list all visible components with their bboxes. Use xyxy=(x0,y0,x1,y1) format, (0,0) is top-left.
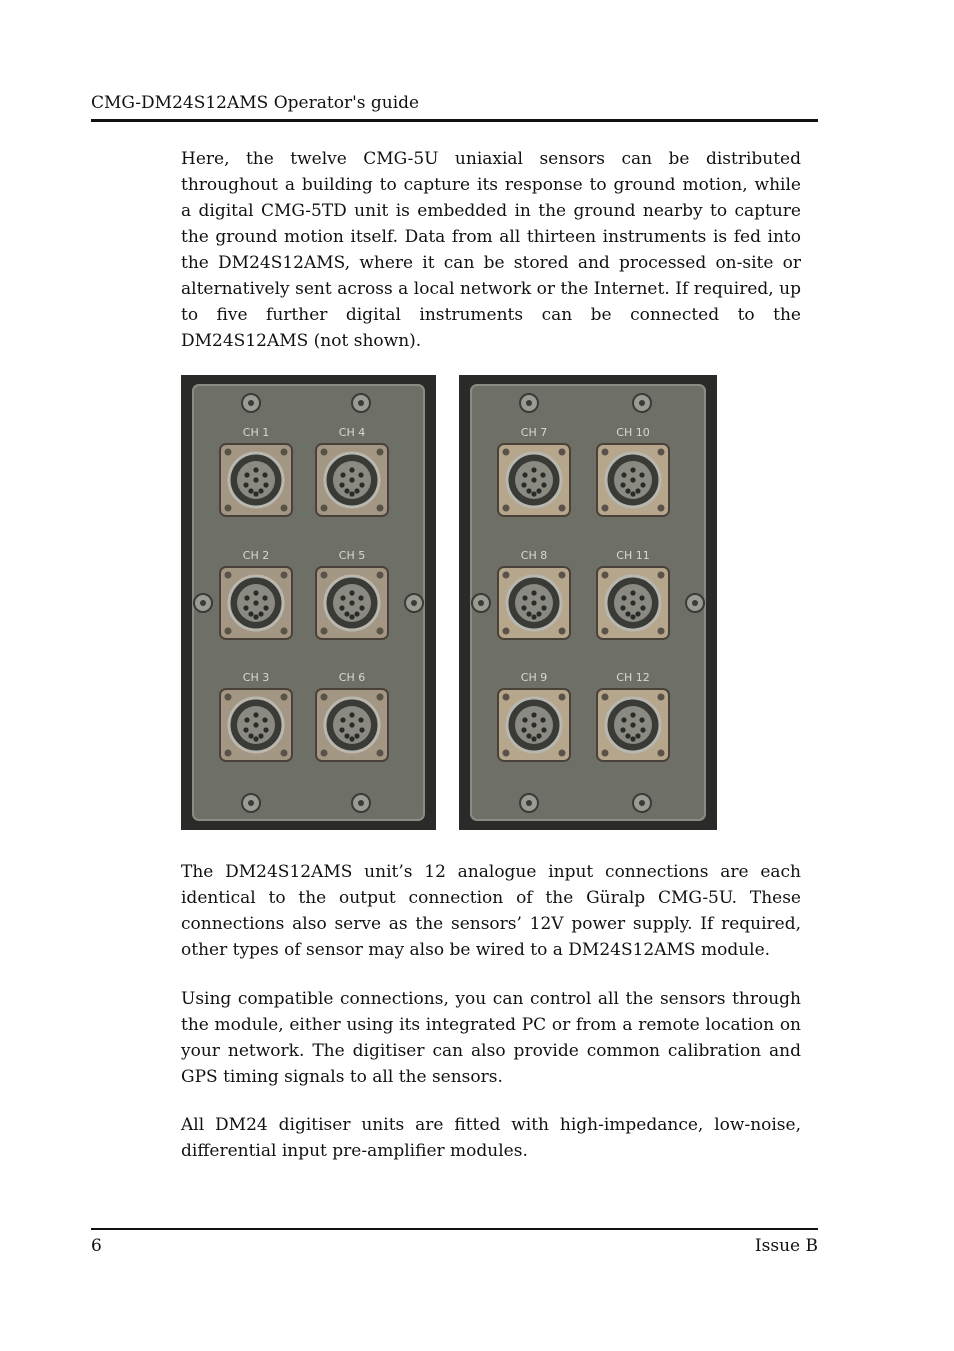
issue-label: Issue B xyxy=(754,1236,818,1256)
connector-pin xyxy=(625,733,630,738)
connector-pin xyxy=(344,611,349,616)
flange-bolt xyxy=(225,449,232,456)
channel-label: CH 1 xyxy=(242,426,270,439)
connector-pin xyxy=(536,611,541,616)
connector-pin xyxy=(531,722,536,727)
intro-paragraph: Here, the twelve CMG-5U uniaxial sensors can be distributed throughout a building to capture its response to ground motion, while a digital CMG-5TD unit is embedded in the ground nearby to capture the ground motion itself. Data from all thirteen instruments is fed into the DM24S12AMS, where it can be stored and processed on-site or alternatively sent across a local network or the Internet. If required, up to five further digital instruments can be connected to the DM24S12AMS (not shown). xyxy=(181,149,801,351)
connector-pin xyxy=(640,727,645,732)
connector-pin xyxy=(349,491,354,496)
flange-bolt xyxy=(377,572,384,579)
connector-pin xyxy=(621,595,626,600)
connector-pin xyxy=(340,472,345,477)
connector-pin xyxy=(521,727,526,732)
flange-bolt xyxy=(602,572,609,579)
connector-pin xyxy=(248,733,253,738)
connector-pin xyxy=(262,717,267,722)
flange-bolt xyxy=(503,505,510,512)
connector-pin xyxy=(635,733,640,738)
screw-head xyxy=(248,400,254,406)
connector-pin xyxy=(253,614,258,619)
connector-pin xyxy=(531,467,536,472)
flange-bolt xyxy=(559,750,566,757)
connector-pin xyxy=(359,482,364,487)
flange-bolt xyxy=(225,628,232,635)
connector-pin xyxy=(258,488,263,493)
flange-bolt xyxy=(559,572,566,579)
connector-pin xyxy=(620,482,625,487)
flange-bolt xyxy=(559,628,566,635)
connector-pin xyxy=(349,467,354,472)
flange-bolt xyxy=(321,628,328,635)
flange-bolt xyxy=(559,694,566,701)
channel-label: CH 12 xyxy=(616,671,650,684)
connector-pin xyxy=(349,712,354,717)
connector-pin xyxy=(635,611,640,616)
connector-pin xyxy=(349,590,354,595)
screw-head xyxy=(358,400,364,406)
connector-pin xyxy=(620,727,625,732)
connector-pin xyxy=(262,595,267,600)
flange-bolt xyxy=(503,628,510,635)
connector-pin xyxy=(253,736,258,741)
connector-pin xyxy=(621,472,626,477)
flange-bolt xyxy=(281,505,288,512)
screw-head xyxy=(526,400,532,406)
connector-pin xyxy=(354,488,359,493)
channel-label: CH 11 xyxy=(616,549,650,562)
connector-pin xyxy=(358,717,363,722)
flange-bolt xyxy=(225,694,232,701)
connector-pin xyxy=(531,491,536,496)
channel-label: CH 4 xyxy=(338,426,366,439)
connector-pin xyxy=(354,733,359,738)
connector-pin xyxy=(340,595,345,600)
flange-bolt xyxy=(281,750,288,757)
connector-pin xyxy=(630,467,635,472)
connector-pin xyxy=(340,717,345,722)
connector-pin xyxy=(536,733,541,738)
channel-label: CH 6 xyxy=(338,671,366,684)
screw-head xyxy=(411,600,417,606)
screw-head xyxy=(478,600,484,606)
connector-pin xyxy=(263,727,268,732)
flange-bolt xyxy=(281,572,288,579)
connector-pin xyxy=(541,727,546,732)
connector-pin xyxy=(263,605,268,610)
connector-pin xyxy=(263,482,268,487)
flange-bolt xyxy=(321,505,328,512)
connector-pin xyxy=(531,590,536,595)
flange-bolt xyxy=(503,750,510,757)
connector-pin xyxy=(521,605,526,610)
connector-pin xyxy=(244,472,249,477)
connector-pin xyxy=(541,605,546,610)
connector-pin xyxy=(630,736,635,741)
flange-bolt xyxy=(225,572,232,579)
flange-bolt xyxy=(658,694,665,701)
screw-head xyxy=(248,800,254,806)
connector-pin xyxy=(621,717,626,722)
connector-pin xyxy=(253,491,258,496)
channel-label: CH 9 xyxy=(520,671,548,684)
connector-pin xyxy=(244,717,249,722)
connector-pin xyxy=(531,600,536,605)
flange-bolt xyxy=(602,628,609,635)
flange-bolt xyxy=(503,694,510,701)
connector-pin xyxy=(339,727,344,732)
flange-bolt xyxy=(321,694,328,701)
connector-pin xyxy=(526,488,531,493)
connector-pin xyxy=(349,736,354,741)
flange-bolt xyxy=(559,449,566,456)
flange-bolt xyxy=(602,750,609,757)
flange-bolt xyxy=(559,505,566,512)
connector-pin xyxy=(630,491,635,496)
flange-bolt xyxy=(602,449,609,456)
connector-pin xyxy=(354,611,359,616)
flange-bolt xyxy=(503,449,510,456)
screw-head xyxy=(526,800,532,806)
flange-bolt xyxy=(658,449,665,456)
screw-head xyxy=(200,600,206,606)
screw-head xyxy=(692,600,698,606)
connector-pin xyxy=(640,605,645,610)
flange-bolt xyxy=(377,449,384,456)
flange-bolt xyxy=(225,750,232,757)
flange-bolt xyxy=(377,694,384,701)
flange-bolt xyxy=(602,505,609,512)
connector-pin xyxy=(541,482,546,487)
flange-bolt xyxy=(321,572,328,579)
connector-pin xyxy=(258,733,263,738)
connector-pin xyxy=(521,482,526,487)
connector-pin xyxy=(243,482,248,487)
connector-pin xyxy=(253,600,258,605)
connector-pin xyxy=(536,488,541,493)
connector-pin xyxy=(531,614,536,619)
connector-pin xyxy=(630,722,635,727)
connector-pin xyxy=(639,717,644,722)
connector-pin xyxy=(243,605,248,610)
connector-pin xyxy=(630,712,635,717)
connector-pin xyxy=(358,595,363,600)
connector-pin xyxy=(531,477,536,482)
connector-pin xyxy=(640,482,645,487)
control-paragraph: Using compatible connections, you can control all the sensors through the module, either using its integrated PC or from a remote location on your network. The digitiser can also provide common calibration and GPS timing signals to all the sensors. xyxy=(181,989,801,1087)
channel-label: CH 3 xyxy=(242,671,270,684)
connector-pin xyxy=(620,605,625,610)
connector-pin xyxy=(625,611,630,616)
footer-rule xyxy=(91,1228,818,1230)
connector-pin xyxy=(630,600,635,605)
connector-pin xyxy=(253,467,258,472)
screw-head xyxy=(639,800,645,806)
header-rule xyxy=(91,119,818,122)
channel-label: CH 2 xyxy=(242,549,270,562)
screw-head xyxy=(358,800,364,806)
connector-pin xyxy=(630,477,635,482)
connector-pin xyxy=(248,488,253,493)
connector-pin xyxy=(635,488,640,493)
channel-label: CH 5 xyxy=(338,549,366,562)
connections-paragraph: The DM24S12AMS unit’s 12 analogue input connections are each identical to the output connection of the Güralp CMG-5U. These connections also serve as the sensors’ 12V power supply. If required, other types of sensor may also be wired to a DM24S12AMS module. xyxy=(181,862,801,960)
connector-pin xyxy=(339,605,344,610)
connector-pin xyxy=(526,611,531,616)
connector-pin xyxy=(630,614,635,619)
screw-head xyxy=(639,400,645,406)
flange-bolt xyxy=(658,572,665,579)
running-header: CMG-DM24S12AMS Operator's guide xyxy=(91,93,420,113)
flange-bolt xyxy=(377,505,384,512)
connector-pin xyxy=(349,722,354,727)
connector-pin xyxy=(522,595,527,600)
channel-label: CH 10 xyxy=(616,426,650,439)
connector-pin xyxy=(639,595,644,600)
flange-bolt xyxy=(658,750,665,757)
connector-pin xyxy=(262,472,267,477)
connector-pin xyxy=(630,590,635,595)
connector-pin xyxy=(540,595,545,600)
connector-pin xyxy=(349,600,354,605)
flange-bolt xyxy=(658,505,665,512)
connector-pin xyxy=(253,477,258,482)
flange-bolt xyxy=(281,449,288,456)
connector-pin xyxy=(344,488,349,493)
connector-pin xyxy=(349,477,354,482)
connector-pin xyxy=(625,488,630,493)
connector-pin xyxy=(526,733,531,738)
flange-bolt xyxy=(225,505,232,512)
channel-label: CH 7 xyxy=(520,426,548,439)
page-number: 6 xyxy=(91,1236,102,1256)
connector-pin xyxy=(253,712,258,717)
flange-bolt xyxy=(321,750,328,757)
connector-pin xyxy=(253,590,258,595)
channel-label: CH 8 xyxy=(520,549,548,562)
flange-bolt xyxy=(377,628,384,635)
connector-panel-photo-left xyxy=(181,375,436,830)
flange-bolt xyxy=(281,694,288,701)
connector-pin xyxy=(531,712,536,717)
connector-pin xyxy=(522,472,527,477)
connector-panel-photo-right xyxy=(459,375,717,830)
connector-pin xyxy=(243,727,248,732)
connector-pin xyxy=(540,472,545,477)
preamp-paragraph: All DM24 digitiser units are fitted with high-impedance, low-noise, differential input pre-amplifier modules. xyxy=(181,1115,801,1161)
connector-pin xyxy=(639,472,644,477)
flange-bolt xyxy=(321,449,328,456)
flange-bolt xyxy=(503,572,510,579)
connector-pin xyxy=(522,717,527,722)
connector-pin xyxy=(339,482,344,487)
connector-pin xyxy=(349,614,354,619)
flange-bolt xyxy=(377,750,384,757)
flange-bolt xyxy=(658,628,665,635)
connector-pin xyxy=(253,722,258,727)
connector-pin xyxy=(258,611,263,616)
connector-pin xyxy=(359,727,364,732)
connector-pin xyxy=(359,605,364,610)
connector-pin xyxy=(540,717,545,722)
connector-pin xyxy=(531,736,536,741)
connector-pin xyxy=(344,733,349,738)
connector-pin xyxy=(244,595,249,600)
flange-bolt xyxy=(602,694,609,701)
connector-pin xyxy=(248,611,253,616)
flange-bolt xyxy=(281,628,288,635)
connector-pin xyxy=(358,472,363,477)
